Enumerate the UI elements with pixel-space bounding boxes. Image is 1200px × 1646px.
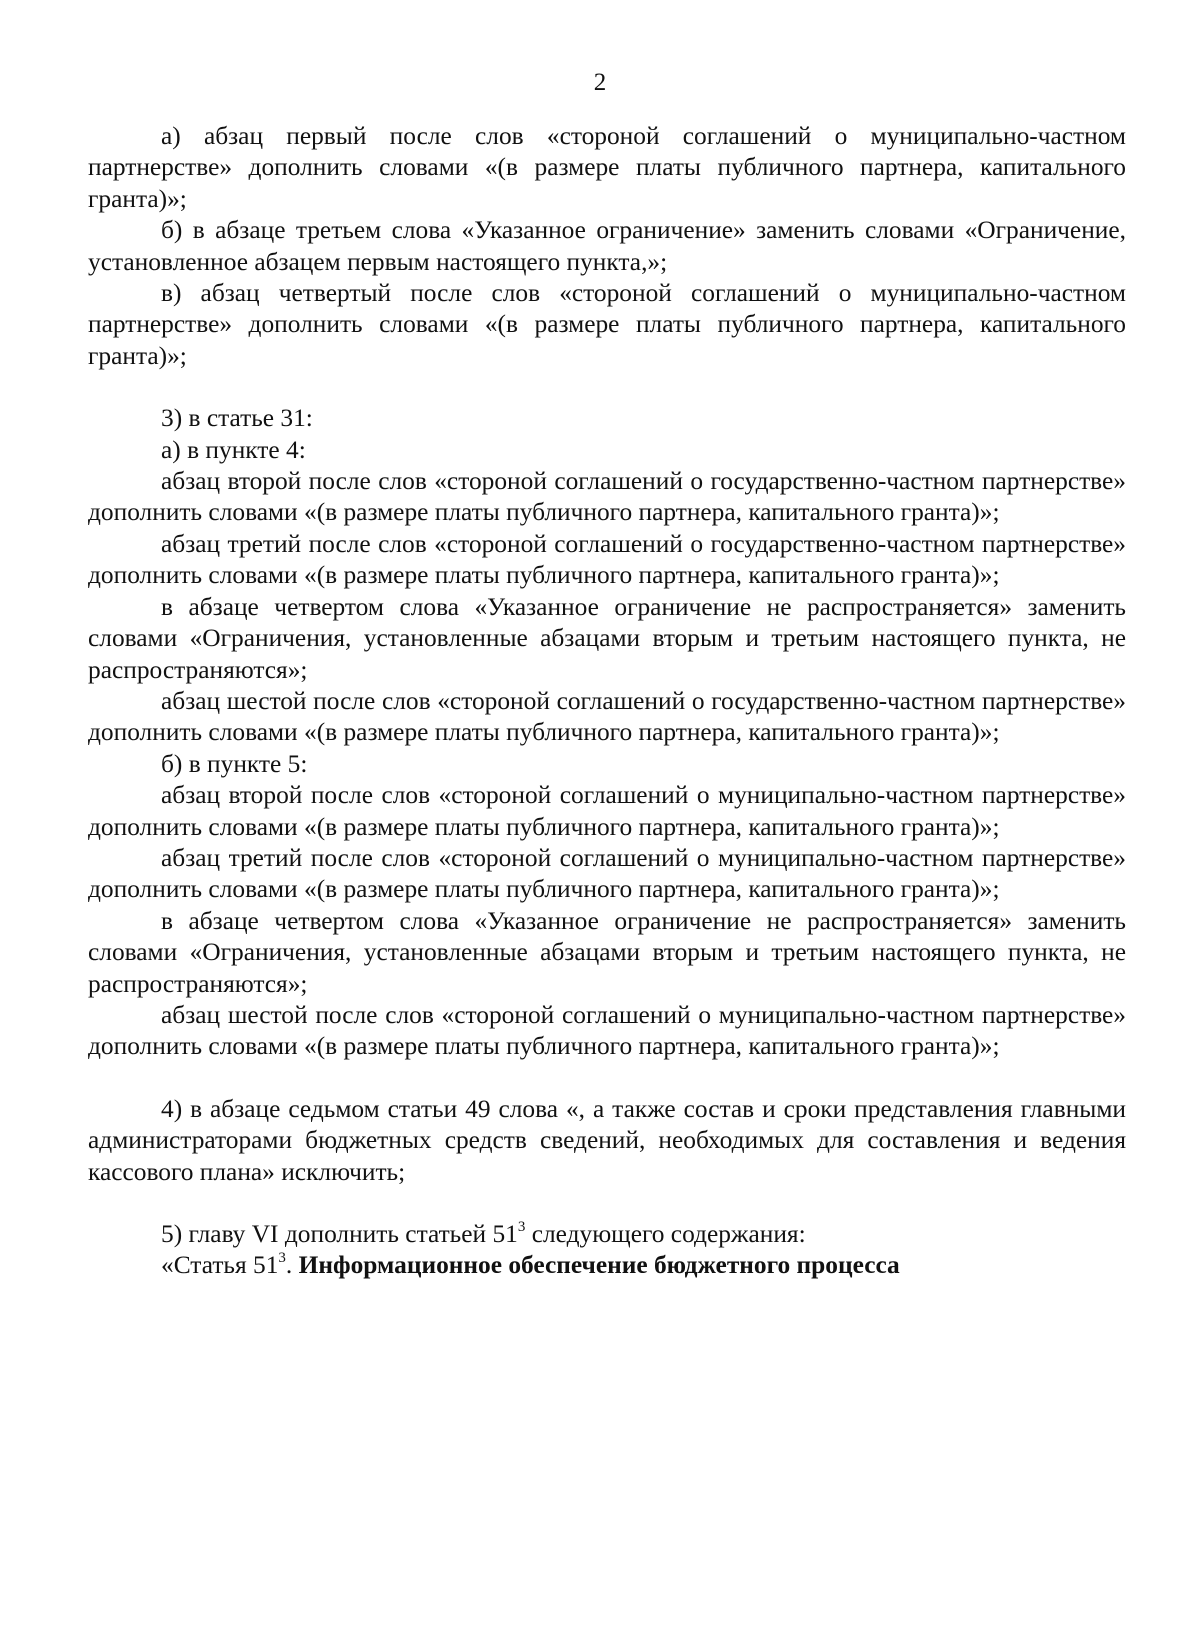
article-title: Информационное обеспечение бюджетного процесса xyxy=(298,1251,900,1280)
paragraph-3a-third: абзац третий после слов «стороной соглашений о государственно-частном партнерстве» дополнить словами «(в размере платы публичного партнера, капитального гранта)»; xyxy=(88,529,1126,590)
subitem-3b-heading: б) в пункте 5: xyxy=(161,749,308,778)
paragraph-2v: в) абзац четвертый после слов «стороной соглашений о муниципально-частном партнерстве» дополнить словами «(в размере платы публичного партнера, капитального гранта)»; xyxy=(88,279,1126,370)
document-body xyxy=(88,121,1126,1282)
subitem-3a-heading: а) в пункте 4: xyxy=(161,435,306,464)
paragraph-3a-second: абзац второй после слов «стороной соглашений о государственно-частном партнерстве» дополнить словами «(в размере платы публичного партнера, капитального гранта)»; xyxy=(88,467,1126,527)
paragraph-3b-sixth: абзац шестой после слов «стороной соглашений о муниципально-частном партнерстве» дополнить словами «(в размере платы публичного партнера, капитального гранта)»; xyxy=(88,1000,1126,1061)
article-superscript: 3 xyxy=(278,1249,286,1266)
page-number: 2 xyxy=(593,69,607,96)
paragraph-3b-fourth: в абзаце четвертом слова «Указанное ограничение не распространяется» заменить словами «Ограничения, установленные абзацами вторым и третьим настоящего пункта, не распространяются»; xyxy=(88,906,1126,998)
paragraph-gap xyxy=(88,1063,1126,1094)
paragraph-3b-third: абзац третий после слов «стороной соглашений о муниципально-частном партнерстве» дополнить словами «(в размере платы публичного партнера, капитального гранта)»; xyxy=(88,843,1126,904)
article-heading xyxy=(88,1250,1126,1281)
paragraph-2b: б) в абзаце третьем слова «Указанное ограничение» заменить словами «Ограничение, установленное абзацем первым настоящего пункта,»; xyxy=(88,216,1126,276)
item-5-superscript: 3 xyxy=(517,1218,526,1235)
paragraph-gap xyxy=(88,1188,1126,1219)
paragraph-3a-fourth: в абзаце четвертом слова «Указанное ограничение не распространяется» заменить словами «Ограничения, установленные абзацами вторым и третьим настоящего пункта, не распространяются»; xyxy=(88,592,1126,684)
item-5-text: 5) главу VI дополнить статьей 51 xyxy=(161,1220,518,1248)
item-5 xyxy=(88,1219,1126,1250)
paragraph-3b-second: абзац второй после слов «стороной соглашений о муниципально-частном партнерстве» дополнить словами «(в размере платы публичного партнера, капитального гранта)»; xyxy=(88,781,1126,841)
item-5-text-end: следующего содержания: xyxy=(525,1220,806,1248)
paragraph-2a: а) абзац первый после слов «стороной соглашений о муниципально-частном партнерстве» дополнить словами «(в размере платы публичного партнера, капитального гранта)»; xyxy=(88,122,1126,213)
paragraph-gap xyxy=(88,372,1126,403)
article-separator: . xyxy=(285,1251,299,1280)
item-4: 4) в абзаце седьмом статьи 49 слова «, а также состав и сроки представления главными администраторами бюджетных средств сведений, необходимых для составления и ведения кассового плана» исключить; xyxy=(88,1094,1126,1186)
item-3-heading: 3) в статье 31: xyxy=(161,404,313,433)
article-prefix: «Статья 51 xyxy=(161,1251,279,1280)
paragraph-3a-sixth: абзац шестой после слов «стороной соглашений о государственно-частном партнерстве» дополнить словами «(в размере платы публичного партнера, капитального гранта)»; xyxy=(88,686,1126,747)
